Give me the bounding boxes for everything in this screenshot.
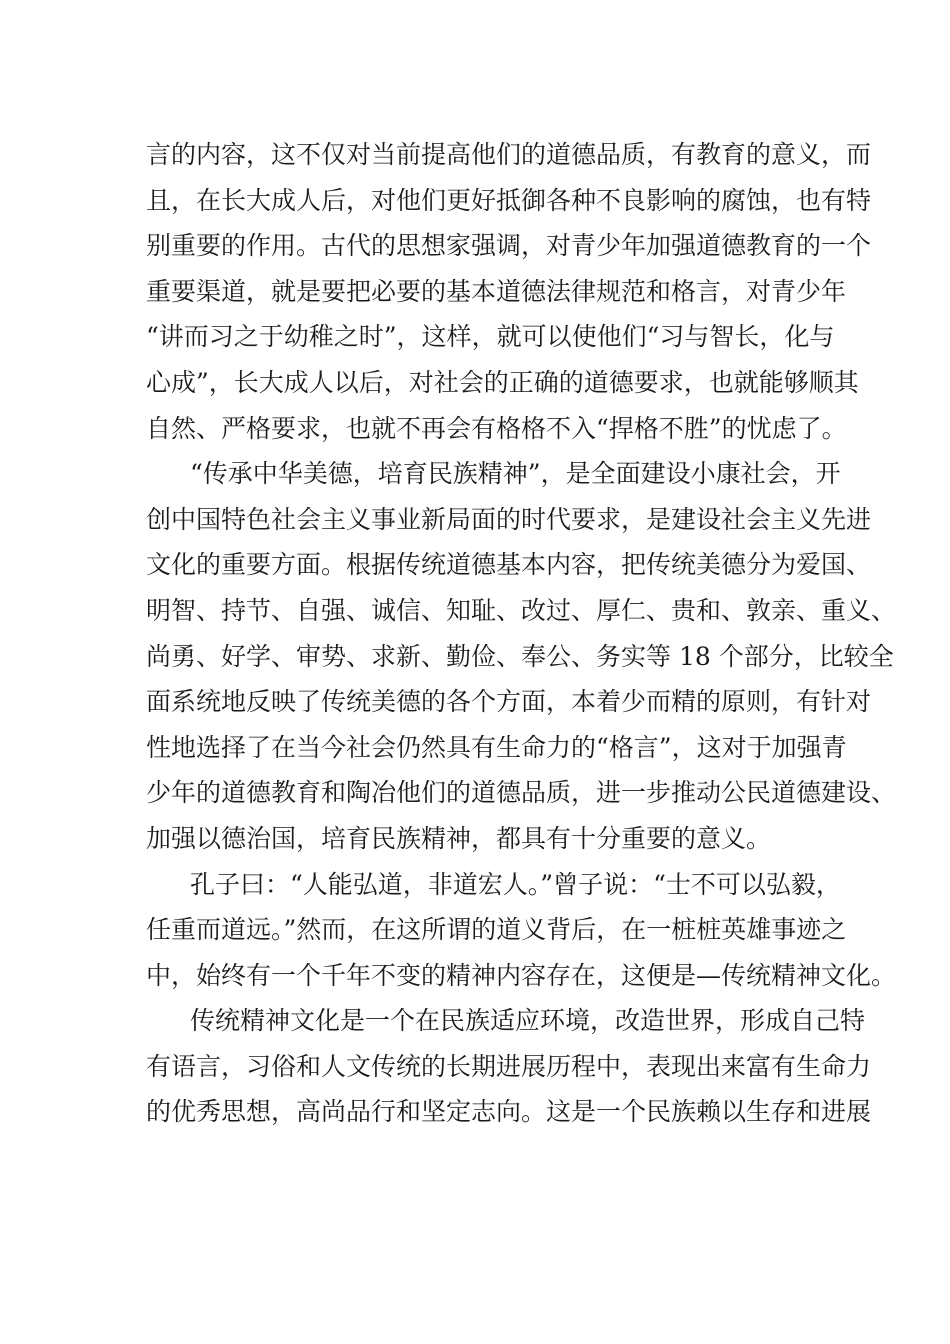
text-line: 传统精神文化是一个在民族适应环境，改造世界，形成自己特 [190,1006,866,1036]
text-line: 的优秀思想，高尚品行和坚定志向。这是一个民族赖以生存和进展 [146,1097,872,1127]
text-line: 言的内容，这不仅对当前提高他们的道德品质，有教育的意义，而 [146,140,872,169]
paragraph-4 [146,998,872,1135]
text-line: 孔子曰：“人能弘道，非道宏人。”曾子说：“士不可以弘毅， [190,869,841,899]
text-line: 自然、严格要求，也就不再会有格格不入“捍格不胜”的忧虑了。 [146,413,847,443]
text-line: 心成”，长大成人以后，对社会的正确的道德要求，也就能够顺其 [146,367,859,397]
text-line: “传承中华美德，培育民族精神”，是全面建设小康社会，开 [190,459,841,489]
text-line: 别重要的作用。古代的思想家强调，对青少年加强道德教育的一个 [146,231,872,261]
paragraph-3 [146,862,897,999]
text-line: 文化的重要方面。根据传统道德基本内容，把传统美德分为爱国、 [146,550,872,580]
text-line: 中，始终有一个千年不变的精神内容存在，这便是—传统精神文化。 [146,960,897,990]
text-line: 尚勇、好学、审势、求新、勤俭、奉公、务实等 18 个部分，比较全 [146,641,894,671]
text-line: 且，在长大成人后，对他们更好抵御各种不良影响的腐蚀，也有特 [146,185,872,215]
paragraph-1 [146,132,872,451]
text-line: 重要渠道，就是要把必要的基本道德法律规范和格言，对青少年 [146,276,847,306]
paragraph-2 [146,451,897,861]
text-line: 性地选择了在当今社会仍然具有生命力的“格言”，这对于加强青 [146,732,847,762]
text-line: 面系统地反映了传统美德的各个方面，本着少而精的原则，有针对 [146,687,872,717]
text-line: “讲而习之于幼稚之时”，这样，就可以使他们“习与智长，化与 [146,322,835,352]
text-line: 任重而道远。”然而，在这所谓的道义背后，在一桩桩英雄事迹之 [146,915,847,945]
text-line: 有语言，习俗和人文传统的长期进展历程中，表现出来富有生命力 [146,1051,872,1081]
text-line: 加强以德治国，培育民族精神，都具有十分重要的意义。 [146,823,772,853]
text-line: 少年的道德教育和陶冶他们的道德品质，进一步推动公民道德建设、 [146,778,897,808]
document-body [146,132,897,1135]
text-line: 明智、持节、自强、诚信、知耻、改过、厚仁、贵和、敦亲、重义、 [146,595,897,625]
text-line: 创中国特色社会主义事业新局面的时代要求，是建设社会主义先进 [146,504,872,534]
